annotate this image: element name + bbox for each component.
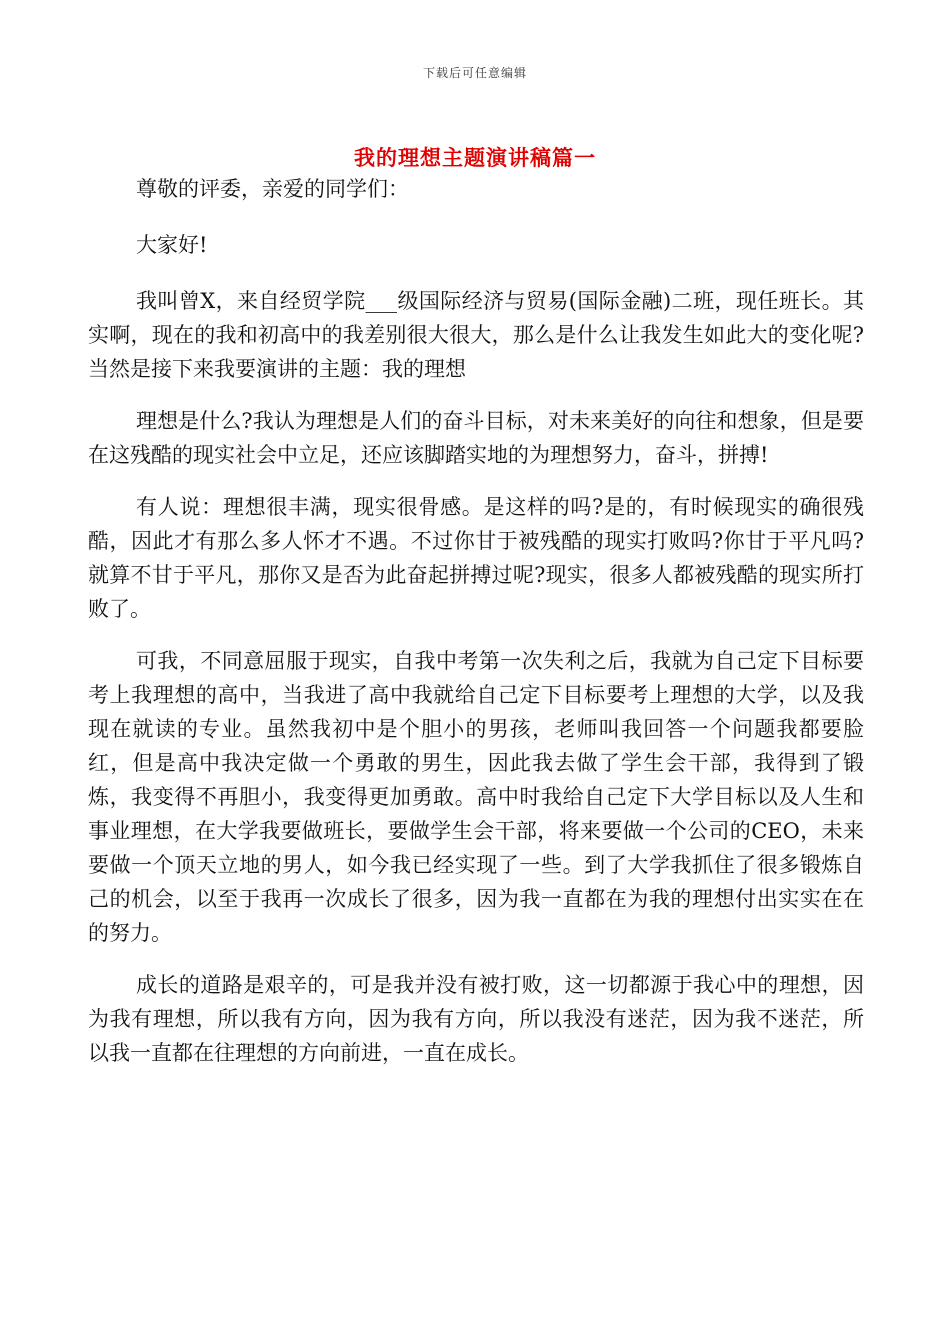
header-note: 下载后可任意编辑 <box>422 66 527 80</box>
paragraph-personal-story: 可我，不同意屈服于现实，自我中考第一次失利之后，我就为自己定下目标要考上我理想的高中，当我进了高中我就给自己定下目标要考上理想的大学，以及我现在就读的专业。虽然我初中是个胆小的男孩，老师叫我回答一个问题我都要脸红，但是高中我决定做一个勇敢的男生，因此我去做了学生会干部，我得到了锻炼，我变得不再胆小，我变得更加勇敢。高中时我给自己定下大学目标以及人生和事业理想，在大学我要做班长，要做学生会干部，将来要做一个公司的CEO，未来要做一个顶天立地的男人，如今我已经实现了一些。到了大学我抓住了很多锻炼自己的机会，以至于我再一次成长了很多，因为我一直都在为我的理想付出实实在在的努力。 <box>88 649 864 945</box>
paragraph-growth: 成长的道路是艰辛的，可是我并没有被打败，这一切都源于我心中的理想，因为我有理想，所以我有方向，因为我有方向，所以我没有迷茫，因为我不迷茫，所以我一直都在往理想的方向前进，一直在成长。 <box>88 973 864 1065</box>
paragraph-reality: 有人说：理想很丰满，现实很骨感。是这样的吗?是的，有时候现实的确很残酷，因此才有那么多人怀才不遇。不过你甘于被残酷的现实打败吗?你甘于平凡吗?就算不甘于平凡，那你又是否为此奋起拼搏过呢?现实，很多人都被残酷的现实所打败了。 <box>88 495 864 621</box>
paragraph-salutation: 尊敬的评委，亲爱的同学们： <box>136 177 409 201</box>
paragraph-what-is-ideal: 理想是什么?我认为理想是人们的奋斗目标，对未来美好的向往和想象，但是要在这残酷的现实社会中立足，还应该脚踏实地的为理想努力，奋斗，拼搏! <box>88 409 864 467</box>
paragraph-introduction: 我叫曾X，来自经贸学院___级国际经济与贸易(国际金融)二班，现任班长。其实啊，现在的我和初高中的我差别很大很大，那么是什么让我发生如此大的变化呢?当然是接下来我要演讲的主题：我的理想 <box>88 289 864 381</box>
paragraph-greeting: 大家好! <box>136 233 208 257</box>
document-body <box>88 172 864 1088</box>
document-title: 我的理想主题演讲稿篇一 <box>354 145 596 170</box>
